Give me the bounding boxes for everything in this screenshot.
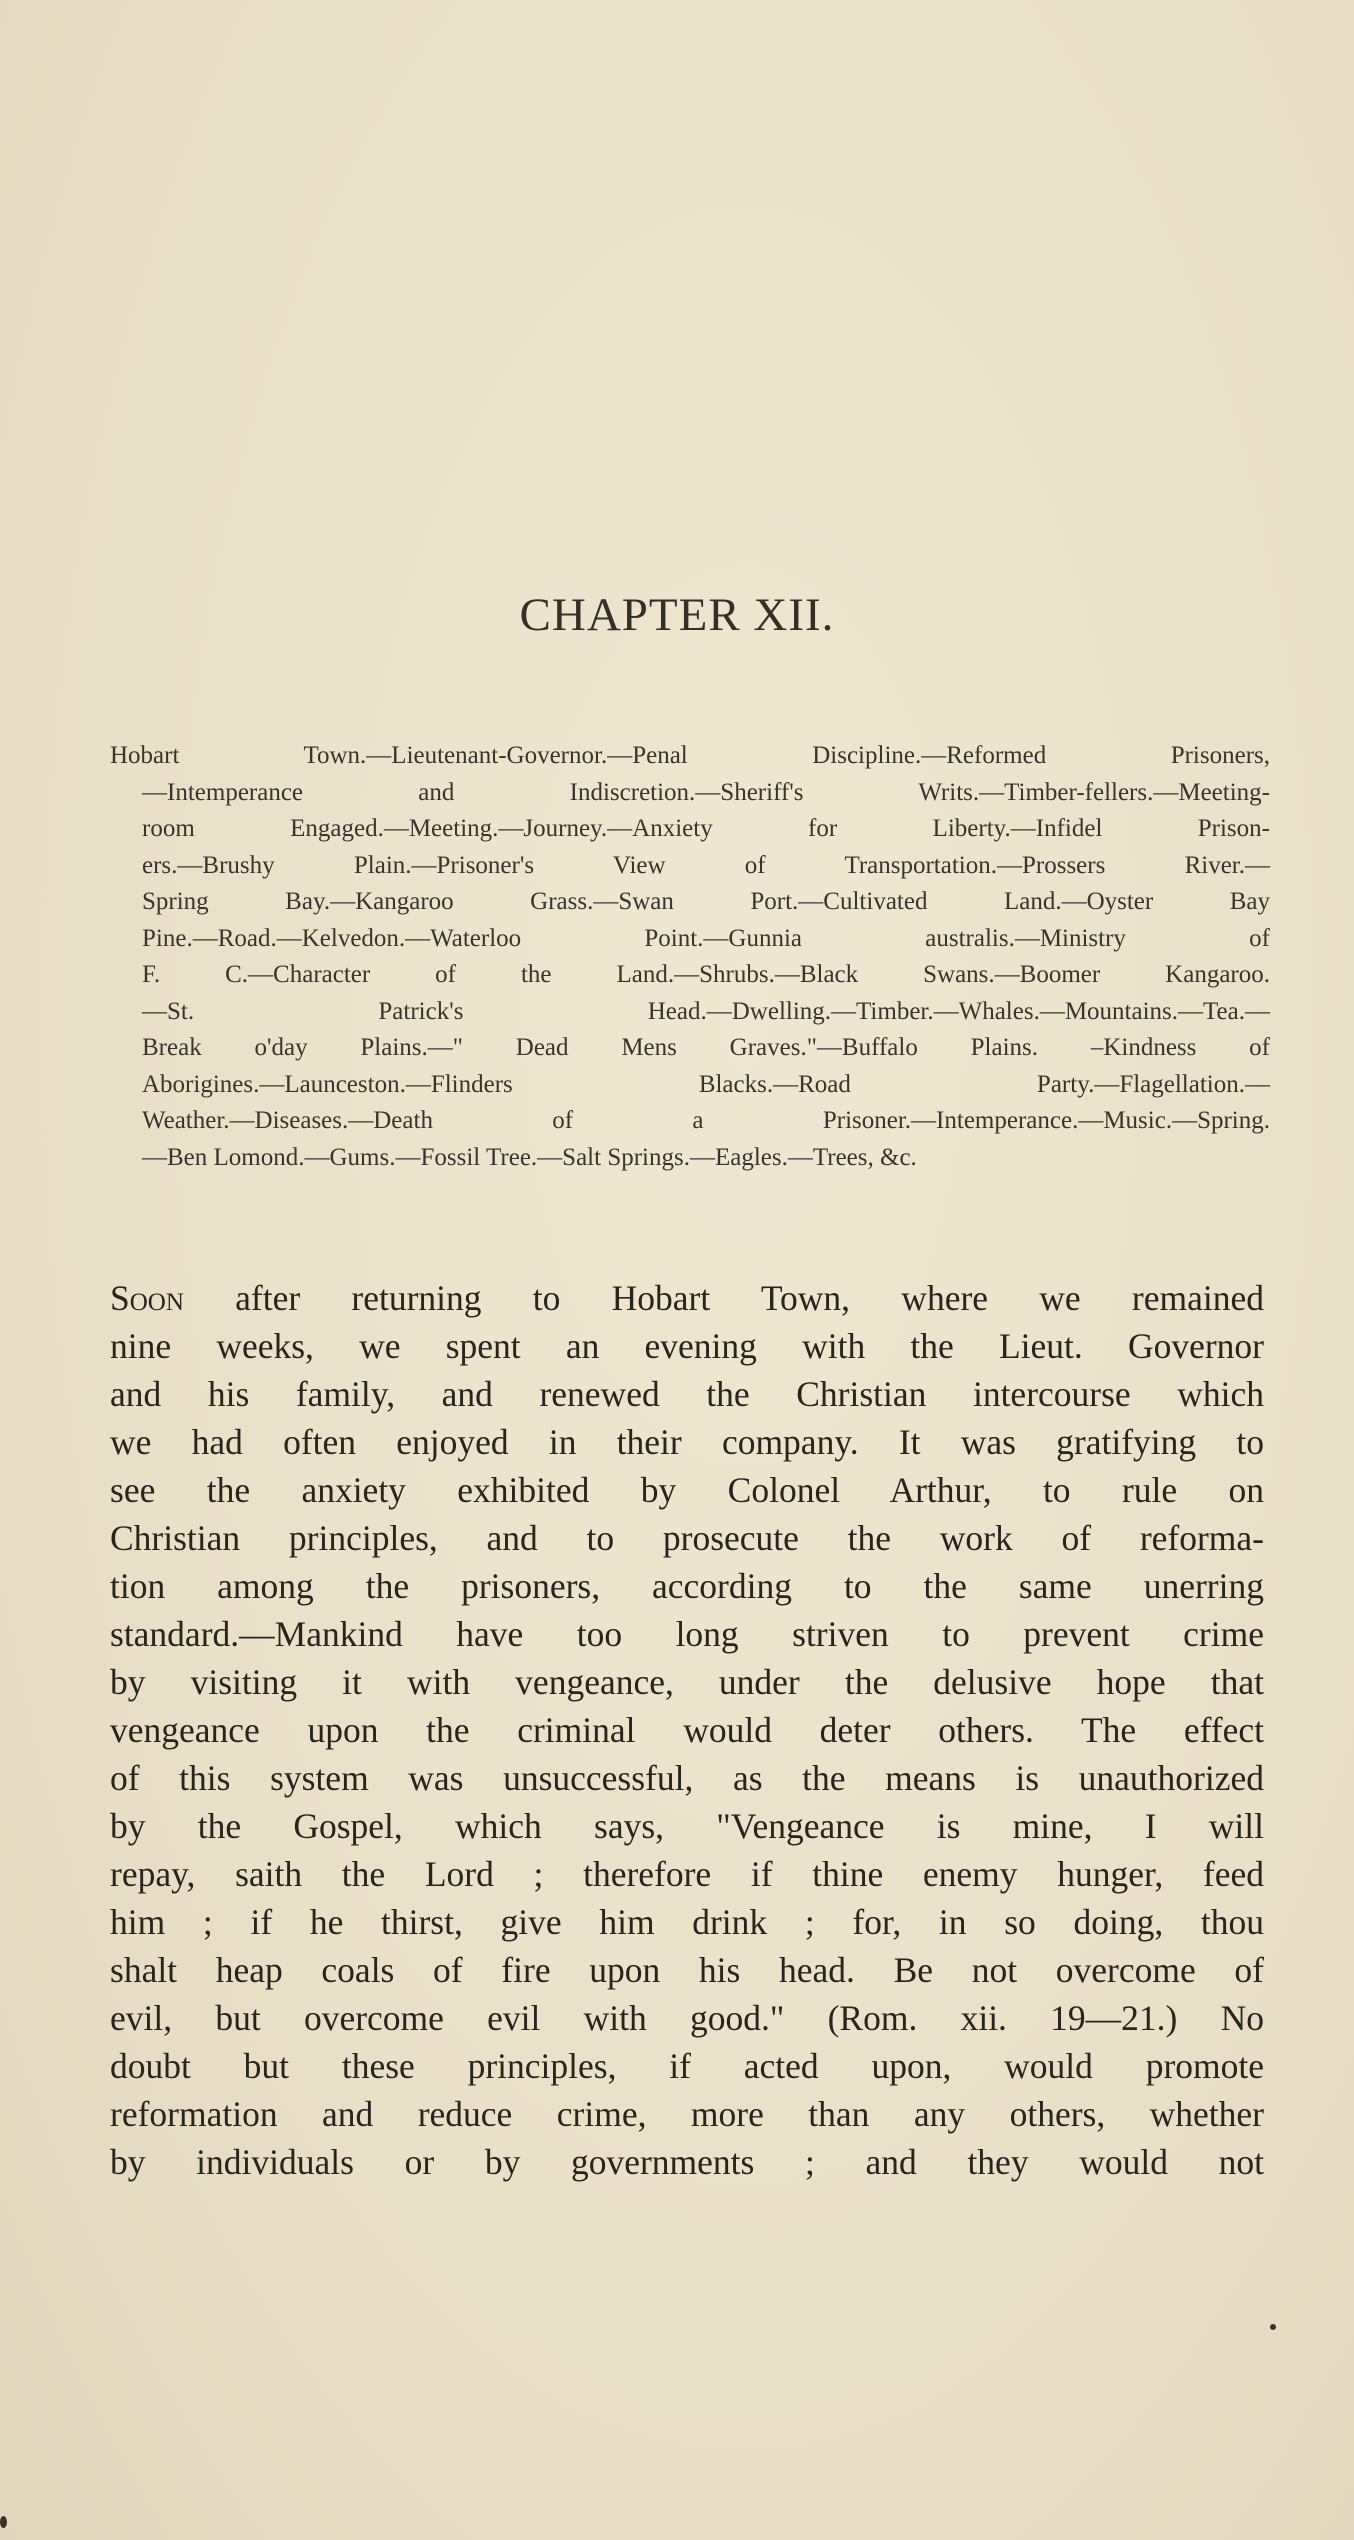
summary-line: Hobart Town.—Lieutenant-Governor.—Penal Discipline.—Reformed Prisoners, (110, 742, 1270, 769)
summary-line: Spring Bay.—Kangaroo Grass.—Swan Port.—Cultivated Land.—Oyster Bay (142, 888, 1270, 915)
body-line: vengeance upon the criminal would deter others. The effect (110, 1710, 1264, 1750)
summary-line: room Engaged.—Meeting.—Journey.—Anxiety for Liberty.—Infidel Prison- (142, 815, 1270, 842)
body-line: standard.—Mankind have too long striven to prevent crime (110, 1614, 1264, 1654)
body-line: Christian principles, and to prosecute the work of reforma- (110, 1518, 1264, 1558)
body-line (110, 1274, 1264, 1322)
summary-line: —St. Patrick's Head.—Dwelling.—Timber.—Whales.—Mountains.—Tea.— (142, 997, 1270, 1025)
summary-line: Weather.—Diseases.—Death of a Prisoner.—Intemperance.—Music.—Spring. (142, 1107, 1270, 1134)
drop-word: Soon (110, 1278, 184, 1318)
summary-line: —Ben Lomond.—Gums.—Fossil Tree.—Salt Springs.—Eagles.—Trees, &c. (142, 1143, 917, 1171)
body-line: him ; if he thirst, give him drink ; for, in so doing, thou (110, 1902, 1264, 1942)
page-speck (0, 2516, 7, 2528)
body-line: of this system was unsuccessful, as the means is unauthorized (110, 1758, 1264, 1798)
body-line: by the Gospel, which says, "Vengeance is mine, I will (110, 1806, 1264, 1846)
summary-line: —Intemperance and Indiscretion.—Sheriff's Writs.—Timber-fellers.—Meeting- (142, 778, 1270, 806)
summary-line: ers.—Brushy Plain.—Prisoner's View of Transportation.—Prossers River.— (142, 851, 1270, 879)
chapter-title: CHAPTER XII. (519, 589, 835, 641)
body-paragraph (110, 1274, 1264, 2186)
summary-line: Break o'day Plains.—" Dead Mens Graves."—Buffalo Plains. –Kindness of (142, 1034, 1270, 1061)
summary-line: Pine.—Road.—Kelvedon.—Waterloo Point.—Gunnia australis.—Ministry of (142, 924, 1270, 952)
page-speck (1270, 2324, 1276, 2330)
body-line: evil, but overcome evil with good." (Rom. xii. 19—21.) No (110, 1998, 1264, 2038)
body-line: doubt but these principles, if acted upon, would promote (110, 2046, 1264, 2086)
body-line: shalt heap coals of fire upon his head. Be not overcome of (110, 1950, 1264, 1990)
body-line: by individuals or by governments ; and they would not (110, 2142, 1264, 2182)
first-line-text: after returning to Hobart Town, where we remained (183, 1278, 1264, 1318)
body-line: reformation and reduce crime, more than any others, whether (110, 2094, 1264, 2134)
summary-line: Aborigines.—Launceston.—Flinders Blacks.—Road Party.—Flagellation.— (142, 1070, 1270, 1098)
chapter-summary (110, 738, 1270, 1176)
body-line: we had often enjoyed in their company. It was gratifying to (110, 1422, 1264, 1462)
body-line: repay, saith the Lord ; therefore if thine enemy hunger, feed (110, 1854, 1264, 1894)
body-line: by visiting it with vengeance, under the delusive hope that (110, 1662, 1264, 1702)
body-line: nine weeks, we spent an evening with the Lieut. Governor (110, 1326, 1264, 1366)
body-line: see the anxiety exhibited by Colonel Arthur, to rule on (110, 1470, 1264, 1510)
body-line: and his family, and renewed the Christian intercourse which (110, 1374, 1264, 1414)
summary-line: F. C.—Character of the Land.—Shrubs.—Black Swans.—Boomer Kangaroo. (142, 961, 1270, 988)
body-line: tion among the prisoners, according to the same unerring (110, 1566, 1264, 1606)
